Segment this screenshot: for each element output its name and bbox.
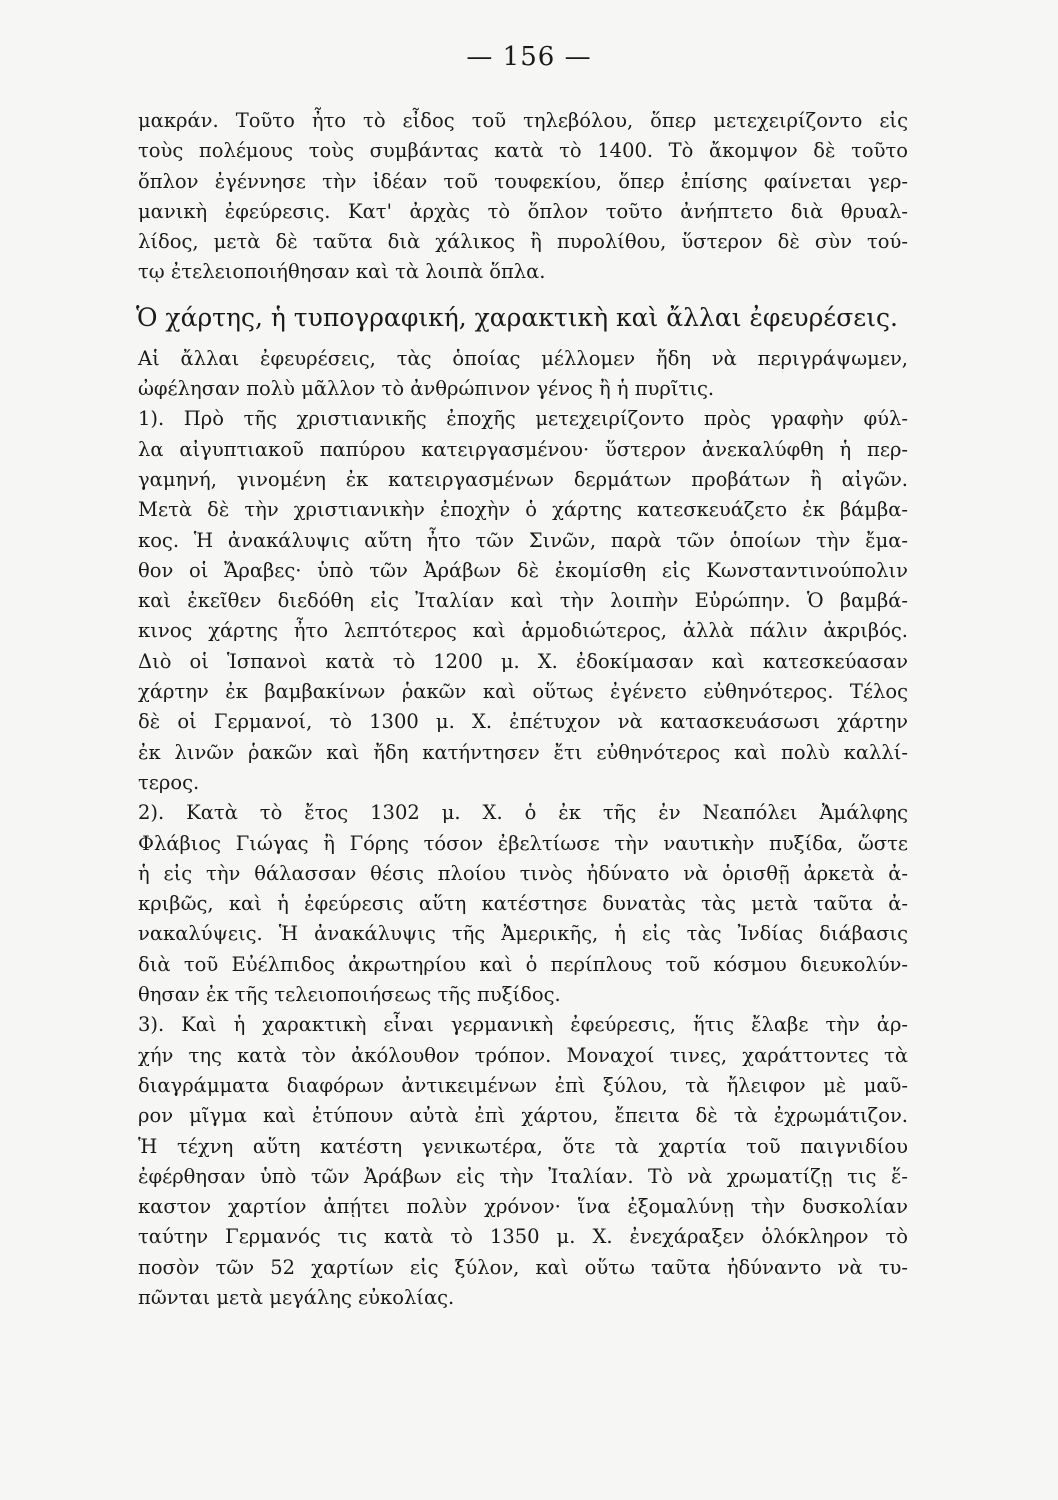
page-body — [138, 106, 908, 1313]
text-line: κριβῶς, καὶ ἡ ἐφεύρεσις αὕτη κατέστησε δυνατὰς τὰς μετὰ ταῦτα ἀ- — [138, 892, 908, 916]
text-line: καστον χαρτίον ἀπῄτει πολὺν χρόνον· ἵνα ἐξομαλύνῃ τὴν δυσκολίαν — [138, 1195, 908, 1219]
text-line: λίδος, μετὰ δὲ ταῦτα διὰ χάλικος ἢ πυρολίθου, ὕστερον δὲ σὺν τού- — [138, 230, 908, 254]
text-line: ὠφέλησαν πολὺ μᾶλλον τὸ ἀνθρώπινον γένος ἢ ἡ πυρῖτις. — [138, 377, 715, 401]
paragraph-intro — [138, 106, 908, 288]
text-line: ἐφέρθησαν ὑπὸ τῶν Ἀράβων εἰς τὴν Ἰταλίαν. Τὸ νὰ χρωματίζῃ τις ἕ- — [138, 1164, 908, 1188]
text-line: ἐκ λινῶν ῥακῶν καὶ ἤδη κατήντησεν ἔτι εὐθηνότερος καὶ πολὺ καλλί- — [138, 740, 908, 764]
text-line: Ἡ τέχνη αὕτη κατέστη γενικωτέρα, ὅτε τὰ χαρτία τοῦ παιγνιδίου — [138, 1134, 908, 1158]
page-number: — 156 — — [466, 42, 592, 72]
text-line: πῶνται μετὰ μεγάλης εὐκολίας. — [138, 1285, 455, 1309]
text-line: τερος. — [138, 770, 200, 794]
text-line: διαγράμματα διαφόρων ἀντικειμένων ἐπὶ ξύλου, τὰ ἤλειφον μὲ μαῦ- — [138, 1073, 908, 1097]
text-line: 3). Καὶ ἡ χαρακτικὴ εἶναι γερμανικὴ ἐφεύρεσις, ἥτις ἔλαβε τὴν ἀρ- — [138, 1013, 908, 1037]
text-line: ὅπλον ἐγέννησε τὴν ἰδέαν τοῦ τουφεκίου, ὅπερ ἐπίσης φαίνεται γερ- — [138, 169, 908, 193]
text-line: λα αἰγυπτιακοῦ παπύρου κατειργασμένου· ὕστερον ἀνεκαλύφθη ἡ περ- — [138, 437, 908, 461]
text-line: 2). Κατὰ τὸ ἔτος 1302 μ. Χ. ὁ ἐκ τῆς ἐν Νεαπόλει Ἀμάλφης — [138, 801, 908, 825]
text-line: μανικὴ ἐφεύρεσις. Κατ' ἀρχὰς τὸ ὅπλον τοῦτο ἀνήπτετο διὰ θρυαλ- — [138, 199, 908, 223]
text-line: ρον μῖγμα καὶ ἐτύπουν αὐτὰ ἐπὶ χάρτου, ἔπειτα δὲ τὰ ἐχρωμάτιζον. — [138, 1104, 908, 1128]
text-line: τῳ ἐτελειοποιήθησαν καὶ τὰ λοιπὰ ὅπλα. — [138, 260, 546, 284]
paragraph-section-3 — [138, 1010, 908, 1313]
text-line: δὲ οἱ Γερμανοί, τὸ 1300 μ. Χ. ἐπέτυχον νὰ κατασκευάσωσι χάρτην — [138, 710, 908, 734]
text-line: διὰ τοῦ Εὐέλπιδος ἀκρωτηρίου καὶ ὁ περίπλους τοῦ κόσμου διευκολύν- — [138, 952, 908, 976]
text-line: καὶ ἐκεῖθεν διεδόθη εἰς Ἰταλίαν καὶ τὴν λοιπὴν Εὐρώπην. Ὁ βαμβά- — [138, 589, 908, 613]
section-heading: Ὁ χάρτης, ἡ τυπογραφική, χαρακτικὴ καὶ ἄλλαι ἐφευρέσεις. — [136, 302, 898, 332]
paragraph-opening — [138, 344, 908, 405]
text-line: κινος χάρτης ἦτο λεπτότερος καὶ ἁρμοδιώτερος, ἀλλὰ πάλιν ἀκριβός. — [138, 619, 908, 643]
text-line: Αἱ ἄλλαι ἐφευρέσεις, τὰς ὁποίας μέλλομεν ἤδη νὰ περιγράψωμεν, — [138, 346, 908, 370]
text-line: Μετὰ δὲ τὴν χριστιανικὴν ἐποχὴν ὁ χάρτης κατεσκευάζετο ἐκ βάμβα- — [138, 498, 908, 522]
paragraph-section-1 — [138, 404, 908, 798]
text-line: θον οἱ Ἄραβες· ὑπὸ τῶν Ἀράβων δὲ ἐκομίσθη εἰς Κωνσταντινούπολιν — [138, 558, 908, 582]
text-line: ἡ εἰς τὴν θάλασσαν θέσις πλοίου τινὸς ἠδύνατο νὰ ὁρισθῇ ἀρκετὰ ἀ- — [138, 861, 908, 885]
text-line: 1). Πρὸ τῆς χριστιανικῆς ἐποχῆς μετεχειρίζοντο πρὸς γραφὴν φύλ- — [138, 407, 908, 431]
text-line: θησαν ἐκ τῆς τελειοποιήσεως τῆς πυξίδος. — [138, 983, 561, 1007]
text-line: κος. Ἡ ἀνακάλυψις αὕτη ἦτο τῶν Σινῶν, παρὰ τῶν ὁποίων τὴν ἔμα- — [138, 528, 908, 552]
paragraph-section-2 — [138, 798, 908, 1010]
text-line: ποσὸν τῶν 52 χαρτίων εἰς ξύλον, καὶ οὕτω ταῦτα ἠδύναντο νὰ τυ- — [138, 1255, 908, 1279]
text-line: τοὺς πολέμους τοὺς συμβάντας κατὰ τὸ 1400. Τὸ ἄκομψον δὲ τοῦτο — [138, 139, 908, 163]
text-line: νακαλύψεις. Ἡ ἀνακάλυψις τῆς Ἀμερικῆς, ἡ εἰς τὰς Ἰνδίας διάβασις — [138, 922, 908, 946]
text-line: ταύτην Γερμανός τις κατὰ τὸ 1350 μ. Χ. ἐνεχάραξεν ὁλόκληρον τὸ — [138, 1225, 908, 1249]
text-line: γαμηνή, γινομένη ἐκ κατειργασμένων δερμάτων προβάτων ἢ αἰγῶν. — [138, 467, 908, 491]
text-line: χάρτην ἐκ βαμβακίνων ῥακῶν καὶ οὕτως ἐγένετο εὐθηνότερος. Τέλος — [138, 680, 908, 704]
text-line: χήν της κατὰ τὸν ἀκόλουθον τρόπον. Μοναχοί τινες, χαράττοντες τὰ — [138, 1043, 908, 1067]
text-line: μακράν. Τοῦτο ἦτο τὸ εἶδος τοῦ τηλεβόλου, ὅπερ μετεχειρίζοντο εἰς — [138, 109, 908, 132]
text-line: Διὸ οἱ Ἱσπανοὶ κατὰ τὸ 1200 μ. Χ. ἐδοκίμασαν καὶ κατεσκεύασαν — [138, 649, 908, 673]
text-line: Φλάβιος Γιώγας ἢ Γόρης τόσον ἐβελτίωσε τὴν ναυτικὴν πυξίδα, ὥστε — [138, 831, 908, 855]
